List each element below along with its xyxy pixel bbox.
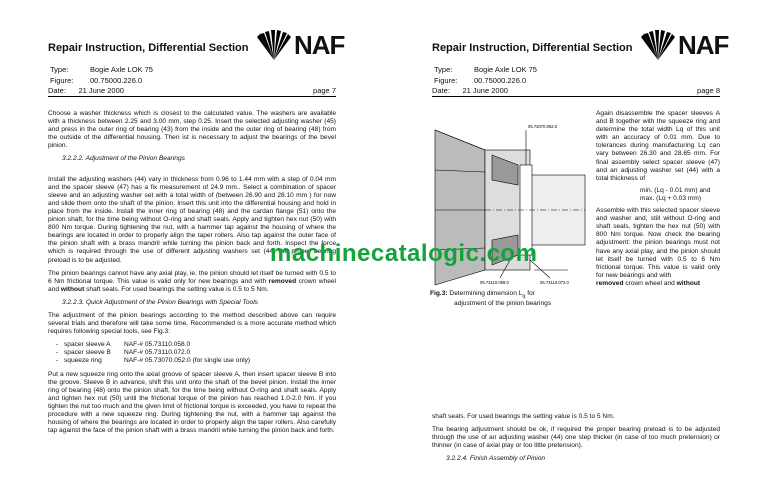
page-number: page 7: [313, 86, 336, 95]
figure-caption: Fig.3: Determining dimension $L_q$ for adjustment of the pinion bearings: [430, 290, 552, 308]
bearing-section-figure: [430, 110, 590, 300]
paragraph: The adjustment of the pinion bearings according to the method described above can require several trials and therefore will take some time. Recommended is a more accurate method which requires following special tools, see Fig.3:: [48, 311, 336, 336]
paragraph: The bearing adjustment should be ok, if required the proper bearing preload is to be adjusted through the use of an adjusting washer (44) one step thicker (in case of too much pretension) or thinner (in case of axial play or too little pretension).: [432, 426, 720, 450]
section-heading: 3.2.2.2. Adjustment of the Pinion Bearings: [62, 155, 185, 163]
figure-label: Figure:: [434, 76, 458, 85]
list-item: - spacer sleeve A NAF-# 05.73110.058.0: [56, 341, 191, 349]
page-title: Repair Instruction, Differential Section: [432, 42, 633, 54]
section-heading: 3.2.2.4. Finish Assembly of Pinion: [446, 455, 546, 463]
page-title: Repair Instruction, Differential Section: [48, 42, 249, 54]
paragraph: removed crown wheel and without: [596, 279, 701, 287]
figure-label: 05.73110.072.0: [540, 280, 569, 285]
logo-text: NAF: [294, 29, 345, 60]
figure-value: 00.75000.226.0: [474, 76, 527, 85]
naf-emblem-icon: [256, 28, 292, 62]
page-number: page 8: [697, 86, 720, 95]
figure-label: 05.73110.058.0: [480, 280, 509, 285]
type-label: Type:: [50, 65, 69, 74]
page-body-lower: [432, 413, 720, 468]
paragraph: Install the adjusting washers (44) vary in thickness from 0.96 to 1.44 mm with a step of 0.04 mm and the spacer sleeve (47) has a fix measurement of 24.9 mm.. Select a combination of spacer sleeve and an adjusting washer set with a total width of (between 26.90 and 28.10 mm ) for now and slide them onto the shaft of the pinion. Insert this unit into the differential housing and hold in place from the inside. Install the inner ring of bearing (48) and the cardan flange (51) onto the pinion shaft, for the time being without O-ring and shaft seals. Apply and tighten hex nut (50) with 800 Nm torque. During tightening the nut, with a hammer tap against the housing of where the bearings are located in order to properly align the taper rollers. Also tap against the outer face of the pinion shaft with a brass mandril while turning the pinion back and forth. Inspect the force which is required through the use of different adjusting washers set (44) the proper bearing preload is to be adjusted.: [48, 175, 336, 264]
type-value: Bogie Axle LOK 75: [474, 65, 537, 74]
figure-label: Figure:: [50, 76, 74, 85]
date-value: 21 June 2000: [78, 86, 124, 95]
watermark-text: machinecatalogic.com: [270, 240, 538, 267]
date-line: [432, 86, 720, 97]
tool-list: [48, 341, 336, 365]
date-label: Date:: [48, 86, 66, 95]
paragraph: The pinion bearings cannot have any axial play, ie. the pinion should let itself be turned with 0.5 to 6 Nm frictional torque. This value is valid only for new bearings and with removed crown wheel and without shaft seals. For used bearings the setting value is 0.5 to 5 Nm.: [48, 269, 337, 293]
tolerance-min: min. (Lq - 0.01 mm) and: [640, 186, 711, 194]
figure-value: 00.75000.226.0: [90, 76, 143, 85]
list-item: - squeeze ring NAF-# 05.73070.052.0 (for single use only): [56, 357, 251, 365]
page-body: [48, 110, 336, 440]
section-heading: 3.2.2.3. Quick Adjustment of the Pinion Bearings with Special Tools: [62, 298, 258, 306]
paragraph: Again disassemble the spacer sleeves A and B together with the squeeze ring and determine the total width Lq of this unit with an accuracy of 0.01 mm. Due to tolerances during manufacturing Lq can vary between 26.30 and 28.65 mm. For final assembly select spacer sleeve (47) and an adjusting washer set (44) with a total thickness of: [596, 110, 720, 182]
date-value: 21 June 2000: [462, 86, 508, 95]
doc-meta: [48, 63, 155, 87]
naf-logo: [640, 28, 728, 62]
date-label: Date:: [432, 86, 450, 95]
figure-label: 05.73070.052.0: [528, 124, 558, 129]
paragraph: shaft seals. For used bearings the setting value is 0.5 to 5 Nm.: [432, 413, 615, 420]
tolerance-max: max. (Lq + 0.03 mm): [640, 194, 702, 202]
naf-logo: [256, 28, 344, 62]
paragraph: Choose a washer thickness which is closest to the calculated value. The washers are available with a thickness between 2.25 and 3.00 mm, step 0.25. Insert the selected adjusting washer (45) and press in the outer ring of bearing (43) from the inside and the outer ring of bearing (48) from the outside of the differential housing. Then ist is necessary to adjust the bearings of the bevel pinion.: [48, 110, 336, 150]
paragraph: Assemble with this selected spacer sleeve and washer and, still without O-ring and shaft seals, tighten the hex nut (50) with 800 Nm torque. Now check the bearing adjustment: the pinion bearings must not have any axial play, and the pinion should let itself be turned with 0.5 to 6 Nm frictional torque. This value is valid only for new bearings and with: [596, 207, 720, 279]
doc-meta: [432, 63, 539, 87]
paragraph: Put a new squeeze ring onto the axial groove of spacer sleeve A, then insert spacer sleeve B into the groove. Sleeve B in advance, shift this unit onto the shaft of the bevel pinion. Install the inner ring of bearing (48) onto the pinion shaft, for the time being without O-ring and shaft seals. Apply and tighten hex nut (50) until the frictional torque of the pinion has reached 1.0-2.0 Nm. If you tighten the nut too much and the given limit of frictional torque is exceeded, you have to repeat the procedure with a new squeeze ring. During tightening the nut, with a hammer tap against the housing of where the bearings are located in order to properly align the taper rollers. Also carefully tap against the face of the pinion shaft with a brass mandril while turning the pinion back and forth.: [48, 370, 336, 435]
logo-text: NAF: [678, 29, 729, 60]
list-item: - spacer sleeve B NAF-# 05.73110.072.0: [56, 349, 191, 357]
type-value: Bogie Axle LOK 75: [90, 65, 153, 74]
date-line: [48, 86, 336, 97]
right-column-text: [596, 110, 720, 292]
type-label: Type:: [434, 65, 453, 74]
naf-emblem-icon: [640, 28, 676, 62]
